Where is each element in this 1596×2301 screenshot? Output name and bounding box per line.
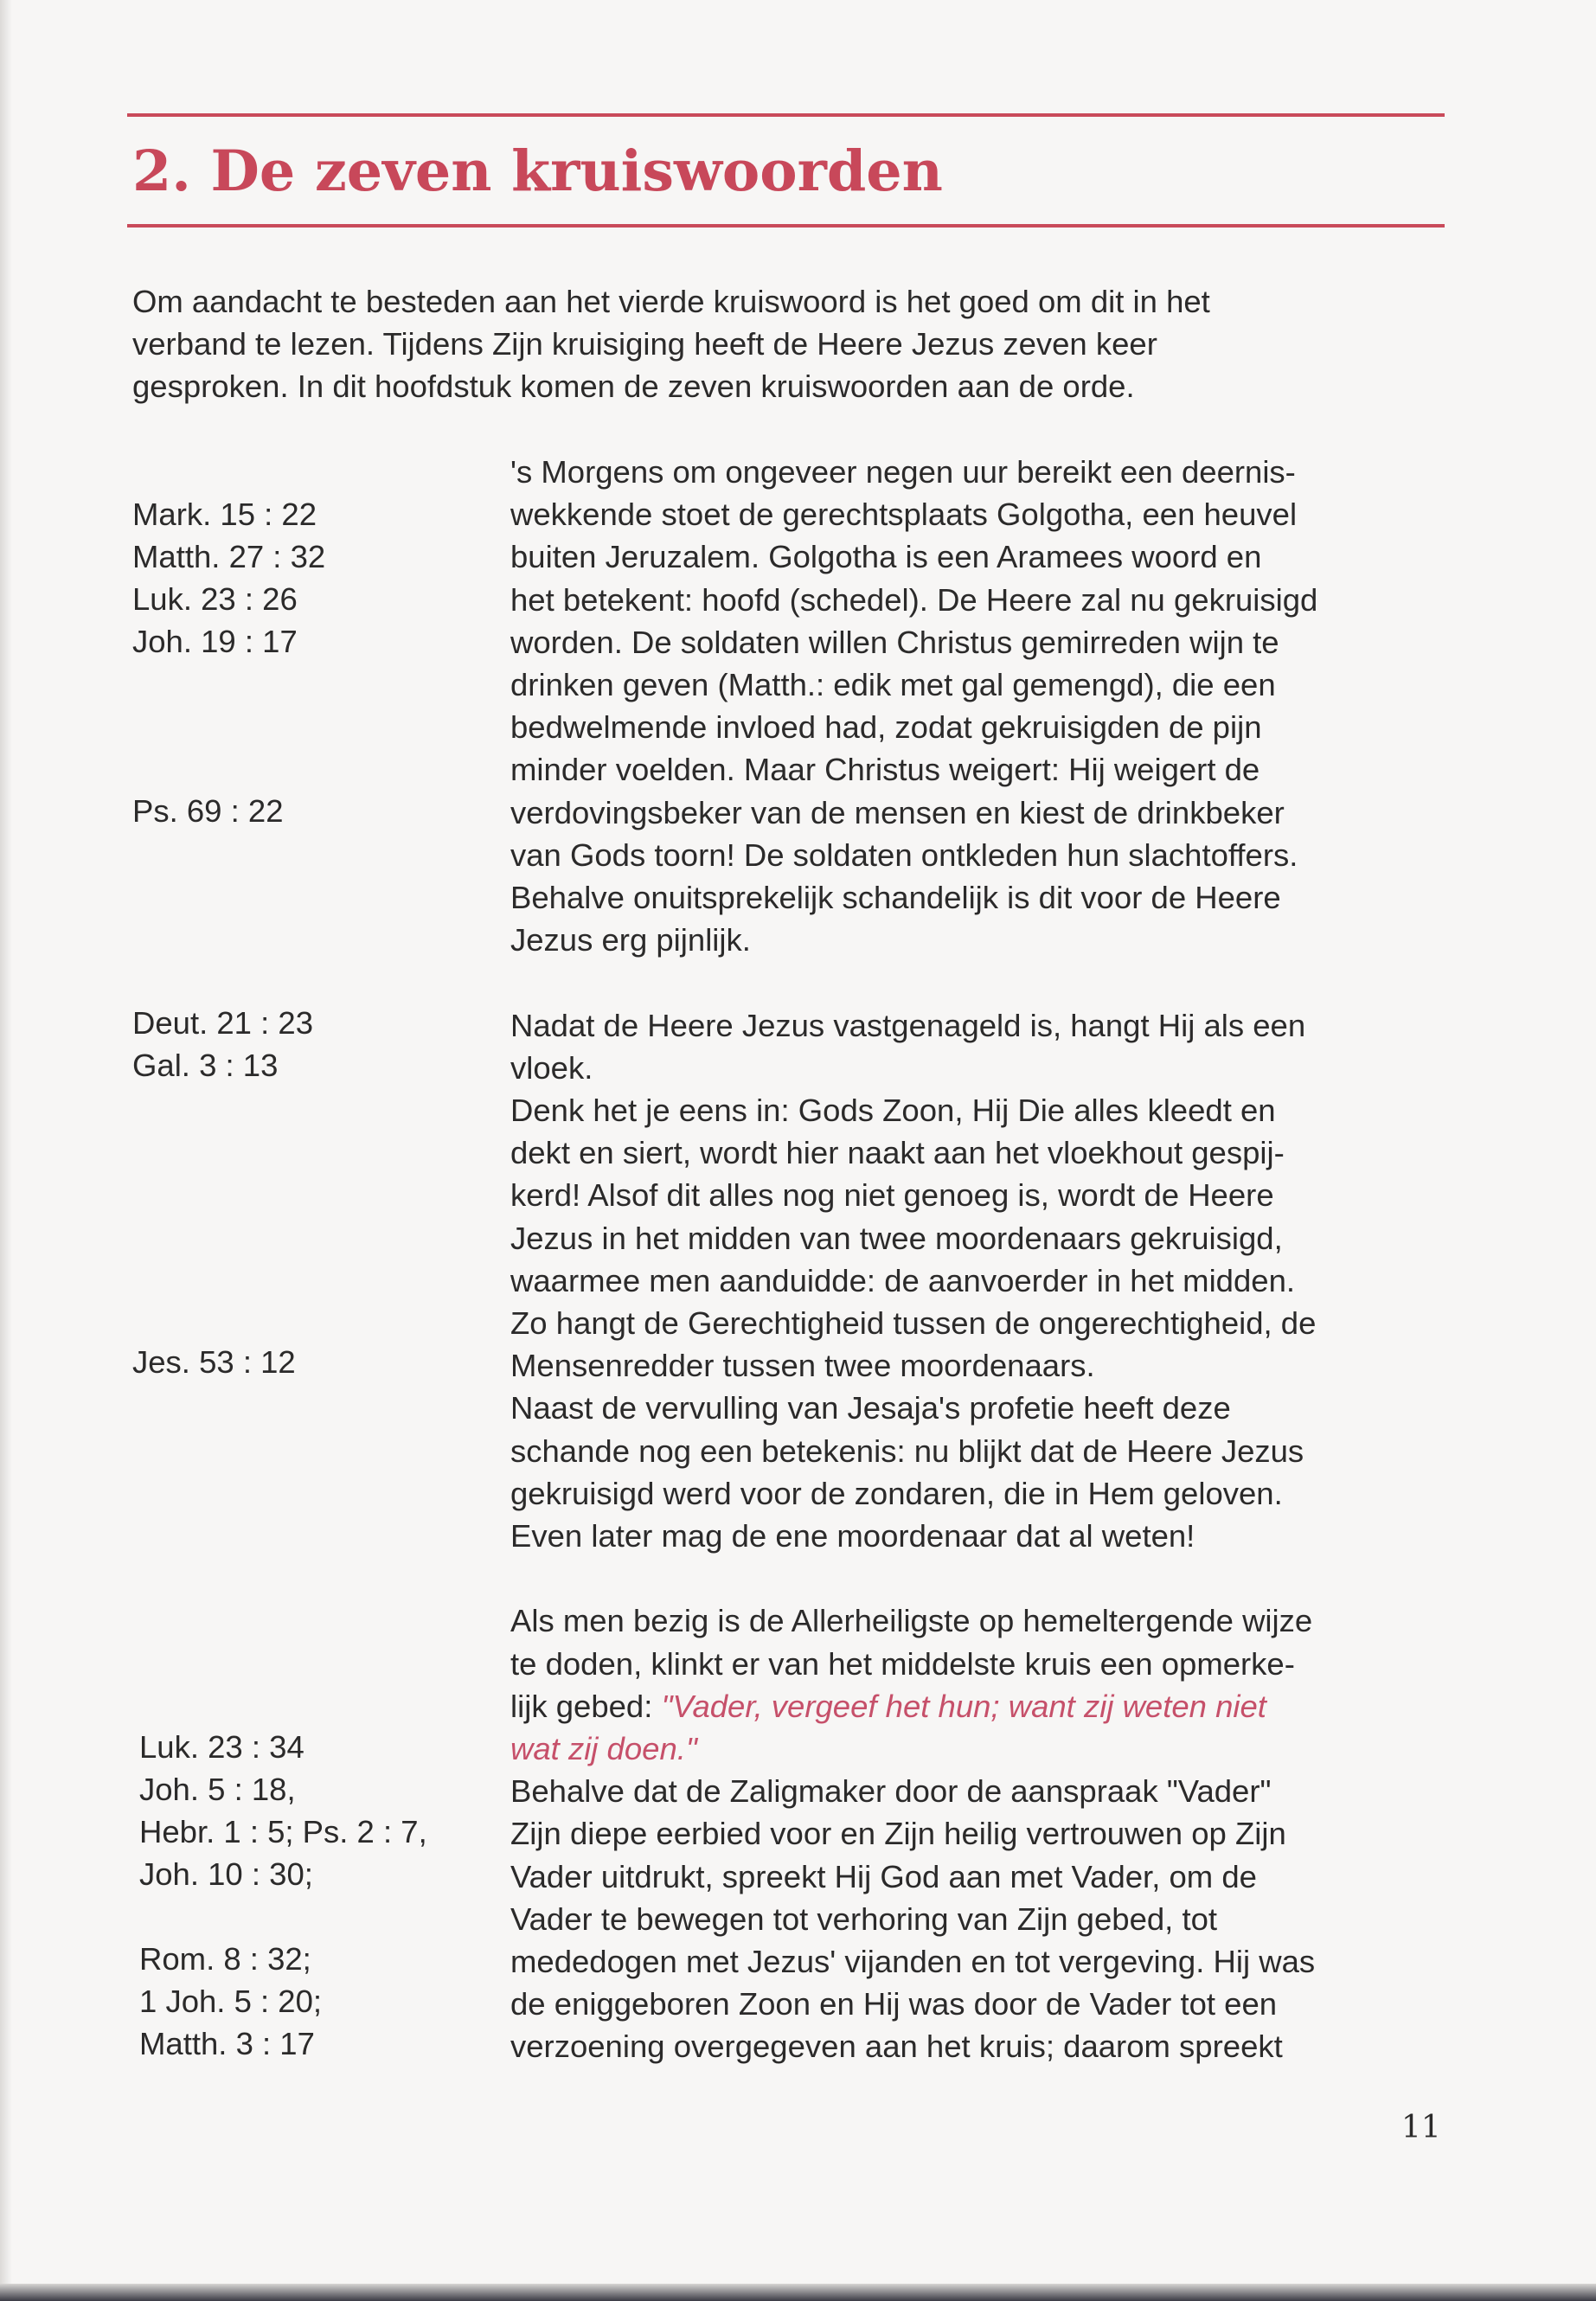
title-rule-bottom (127, 224, 1445, 228)
body-line: worden. De soldaten willen Christus gemirreden wijn te (510, 624, 1279, 660)
scripture-reference: Luk. 23 : 34 (139, 1729, 304, 1765)
scripture-reference: Ps. 69 : 22 (132, 793, 284, 829)
intro-line: verband te lezen. Tijdens Zijn kruisiging heeft de Heere Jezus zeven keer (132, 326, 1157, 362)
body-line: Vader te bewegen tot verhoring van Zijn gebed, tot (510, 1900, 1218, 1937)
body-line: te doden, klinkt er van het middelste kruis een opmerke- (510, 1645, 1295, 1682)
body-line: buiten Jeruzalem. Golgotha is een Aramees woord en (510, 539, 1262, 575)
body-line-with-quote (510, 1685, 1453, 1727)
body-line: van Gods toorn! De soldaten ontkleden hun slachtoffers. (510, 836, 1298, 873)
body-text (510, 451, 1453, 2068)
title-rule-top (127, 113, 1445, 117)
intro-line: gesproken. In dit hoofdstuk komen de zeven kruiswoorden aan de orde. (132, 369, 1135, 404)
body-line: Mensenredder tussen twee moordenaars. (510, 1348, 1095, 1384)
scripture-reference: Gal. 3 : 13 (132, 1048, 279, 1083)
scripture-reference: Luk. 23 : 26 (132, 581, 298, 617)
paragraph-gap (510, 961, 1453, 1003)
scripture-reference: Jes. 53 : 12 (132, 1344, 296, 1380)
body-line: Nadat de Heere Jezus vastgenageld is, hangt Hij als een (510, 1007, 1306, 1043)
prayer-quote-continued: wat zij doen." (510, 1731, 697, 1767)
body-line: Jezus erg pijnlijk. (510, 922, 751, 958)
body-line: Even later mag de ene moordenaar dat al weten! (510, 1518, 1195, 1554)
scripture-reference: Joh. 5 : 18, (139, 1772, 296, 1807)
body-line: Naast de vervulling van Jesaja's profetie heeft deze (510, 1390, 1231, 1426)
body-line: mededogen met Jezus' vijanden en tot vergeving. Hij was (510, 1944, 1316, 1980)
body-line: de eniggeboren Zoon en Hij was door de Vader tot een (510, 1986, 1278, 2022)
scripture-reference: Matth. 27 : 32 (132, 539, 326, 574)
chapter-title: 2. De zeven kruiswoorden (132, 138, 943, 204)
body-line: verzoening overgegeven aan het kruis; daarom spreekt (510, 2029, 1283, 2065)
body-line: bedwelmende invloed had, zodat gekruisigden de pijn (510, 709, 1262, 746)
body-line: dekt en siert, wordt hier naakt aan het vloekhout gespij- (510, 1135, 1285, 1171)
body-text-lead: lijk gebed: (510, 1688, 662, 1724)
body-line: wekkende stoet de gerechtsplaats Golgotha, een heuvel (510, 497, 1298, 533)
body-line: vloek. (510, 1049, 593, 1086)
scripture-reference: Joh. 10 : 30; (139, 1856, 313, 1892)
page-edge-shadow (0, 0, 12, 2301)
body-line: drinken geven (Matth.: edik met gal gemengd), die een (510, 667, 1276, 703)
page-bottom-edge (0, 2284, 1596, 2301)
scripture-reference: Deut. 21 : 23 (132, 1005, 314, 1041)
body-line: verdovingsbeker van de mensen en kiest de drinkbeker (510, 794, 1285, 830)
scripture-references (132, 493, 496, 2085)
body-line: minder voelden. Maar Christus weigert: Hij weigert de (510, 752, 1260, 788)
intro-paragraph (132, 280, 1447, 407)
body-line: schande nog een betekenis: nu blijkt dat de Heere Jezus (510, 1433, 1304, 1469)
body-line: het betekent: hoofd (schedel). De Heere zal nu gekruisigd (510, 581, 1318, 618)
body-line: Vader uitdrukt, spreekt Hij God aan met Vader, om de (510, 1858, 1257, 1894)
page-number: 11 (1401, 2110, 1441, 2145)
body-line: kerd! Alsof dit alles nog niet genoeg is, wordt de Heere (510, 1177, 1274, 1214)
scripture-reference: Hebr. 1 : 5; Ps. 2 : 7, (139, 1814, 427, 1849)
scripture-reference: Joh. 19 : 17 (132, 624, 298, 659)
body-line: Jezus in het midden van twee moordenaars gekruisigd, (510, 1220, 1283, 1256)
body-line: Behalve onuitsprekelijk schandelijk is dit voor de Heere (510, 880, 1281, 916)
scripture-reference: Matth. 3 : 17 (139, 2026, 315, 2061)
prayer-quote: "Vader, vergeef het hun; want zij weten niet (661, 1688, 1266, 1724)
body-line: 's Morgens om ongeveer negen uur bereikt een deernis- (510, 454, 1296, 490)
body-line: gekruisigd werd voor de zondaren, die in Hem geloven. (510, 1475, 1283, 1511)
body-line: Behalve dat de Zaligmaker door de aanspraak "Vader" (510, 1773, 1272, 1810)
scripture-reference: 1 Joh. 5 : 20; (139, 1984, 323, 2019)
intro-line: Om aandacht te besteden aan het vierde kruiswoord is het goed om dit in het (132, 284, 1210, 319)
scripture-reference: Rom. 8 : 32; (139, 1941, 311, 1977)
body-line: Zo hangt de Gerechtigheid tussen de ongerechtigheid, de (510, 1305, 1317, 1342)
body-line: waarmee men aanduidde: de aanvoerder in het midden. (510, 1262, 1296, 1298)
scripture-reference: Mark. 15 : 22 (132, 497, 317, 532)
body-line: Als men bezig is de Allerheiligste op hemeltergende wijze (510, 1603, 1313, 1639)
body-line: Zijn diepe eerbied voor en Zijn heilig vertrouwen op Zijn (510, 1816, 1286, 1852)
body-line: Denk het je eens in: Gods Zoon, Hij Die alles kleedt en (510, 1093, 1276, 1129)
paragraph-gap (510, 1557, 1453, 1599)
